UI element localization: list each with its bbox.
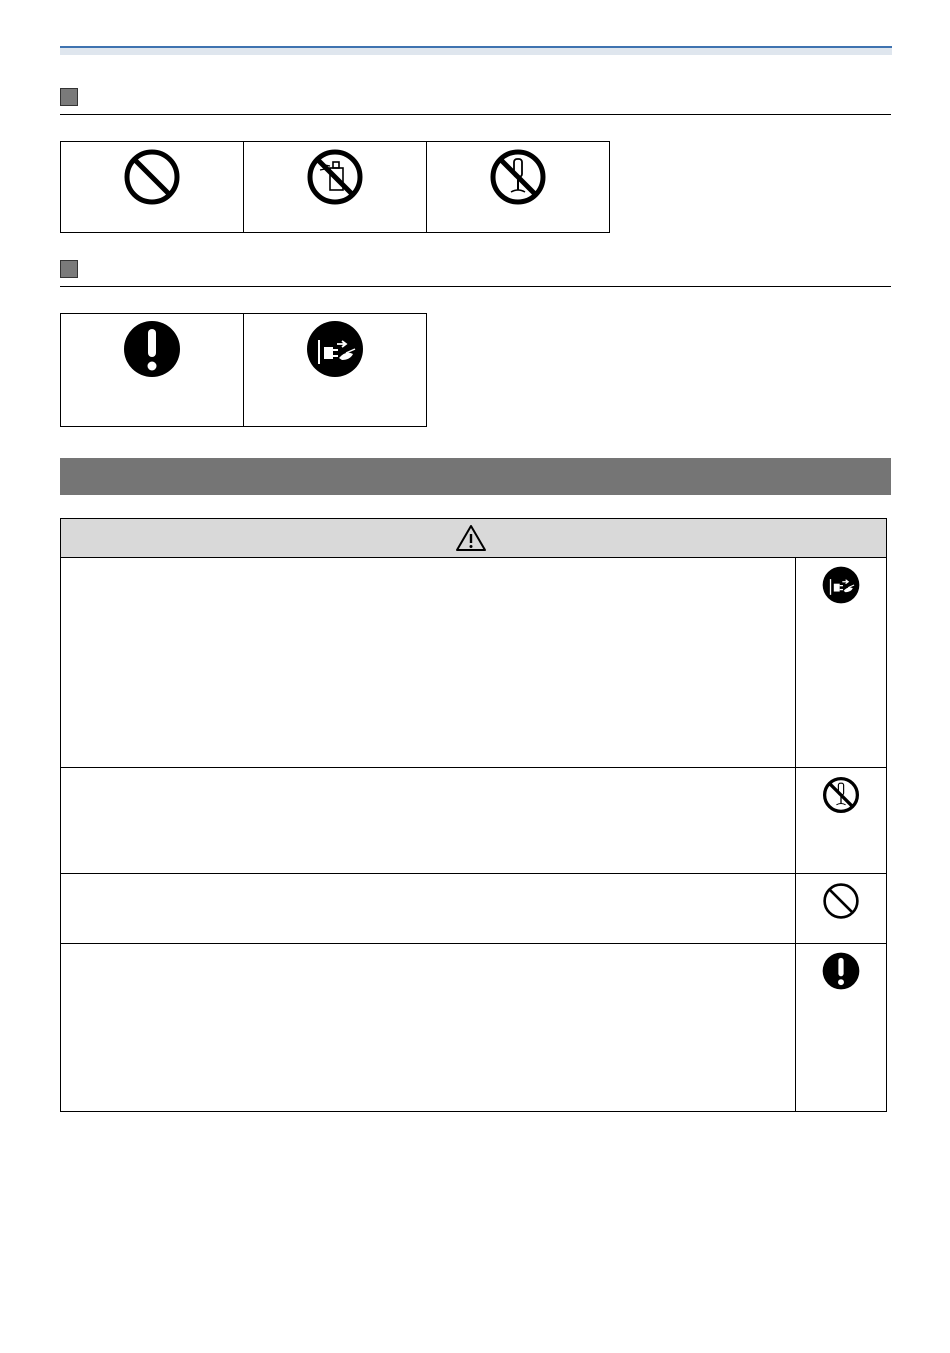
warning-header	[61, 519, 887, 558]
mandatory-symbols-table	[60, 313, 427, 427]
symbol-cell-prohibition	[61, 142, 244, 233]
section-marker-icon	[60, 260, 78, 278]
warning-row-text	[61, 558, 796, 768]
warning-row-text	[61, 874, 796, 944]
unplug-icon	[822, 566, 860, 604]
warning-row-text	[61, 768, 796, 874]
warning-row-icon-cell	[796, 558, 887, 768]
warning-row-text	[61, 944, 796, 1112]
header-rule-shadow	[60, 48, 892, 55]
warning-table	[60, 518, 887, 1112]
section-marker-icon	[60, 88, 78, 106]
warning-row	[61, 874, 887, 944]
symbol-cell-unplug	[244, 314, 427, 427]
no-spray-icon	[306, 148, 364, 206]
warning-row-icon-cell	[796, 768, 887, 874]
warning-row-icon-cell	[796, 874, 887, 944]
warning-row	[61, 944, 887, 1112]
symbol-cell-no-spray	[244, 142, 427, 233]
prohibition-icon	[822, 882, 860, 920]
warning-row	[61, 768, 887, 874]
prohibited-symbols-table	[60, 141, 610, 233]
warning-triangle-icon	[455, 524, 487, 552]
mandatory-action-icon	[123, 320, 181, 378]
mandatory-action-icon	[822, 952, 860, 990]
symbol-cell-mandatory	[61, 314, 244, 427]
section-heading-mandatory	[60, 260, 891, 287]
section-heading-prohibited	[60, 88, 891, 115]
do-not-disassemble-icon	[822, 776, 860, 814]
prohibition-icon	[123, 148, 181, 206]
symbol-cell-do-not-disassemble	[427, 142, 610, 233]
do-not-disassemble-icon	[489, 148, 547, 206]
warning-row	[61, 558, 887, 768]
safety-banner	[60, 458, 891, 495]
warning-row-icon-cell	[796, 944, 887, 1112]
unplug-icon	[306, 320, 364, 378]
